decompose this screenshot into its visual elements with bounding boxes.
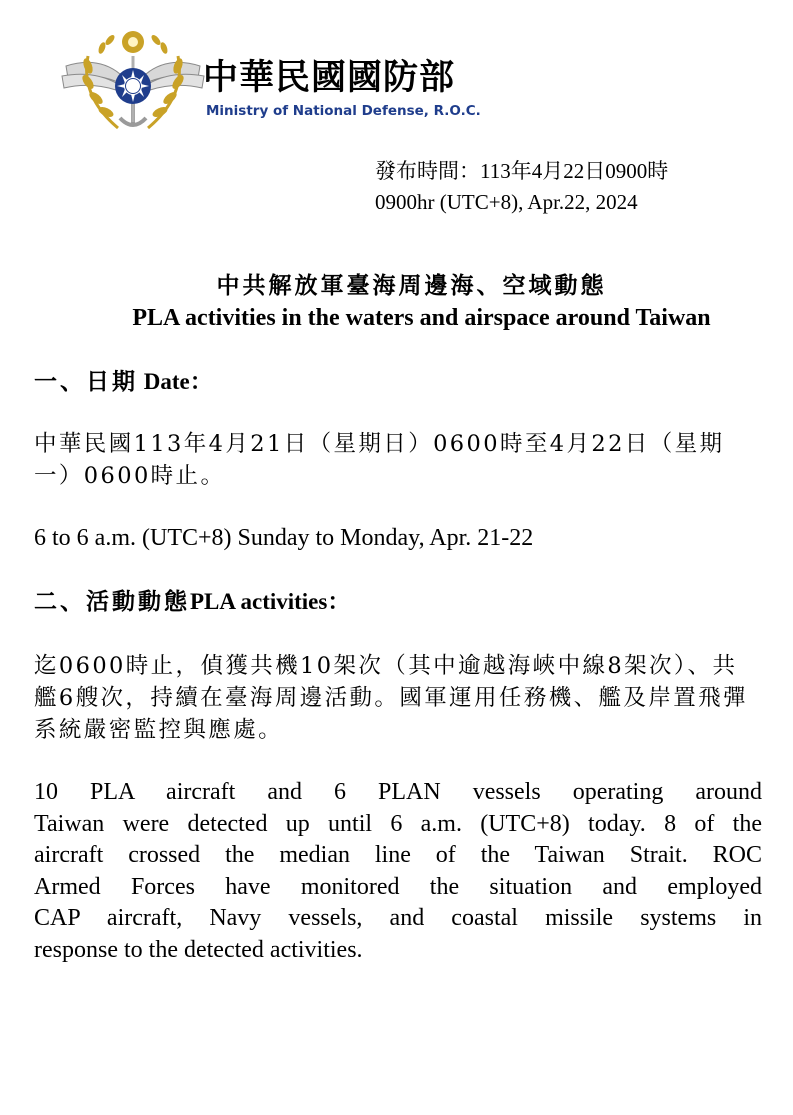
release-time-zh: 發布時間：113年4月22日0900時 <box>375 159 669 183</box>
section-date-heading-zh: 一、日期 <box>34 368 138 395</box>
section-activities-heading <box>34 586 353 618</box>
release-time-en: 0900hr (UTC+8), Apr.22, 2024 <box>375 190 638 214</box>
section-date-heading-en: Date <box>143 369 190 394</box>
activities-body-en-line: Armed Forces have monitored the situation and employed <box>34 873 762 900</box>
document-title-zh: 中共解放軍臺海周邊海、空域動態 <box>216 272 607 299</box>
activities-body-en-line: response to the detected activities. <box>34 936 363 963</box>
org-name: 中華民國國防部 <box>203 58 456 98</box>
section-activities-heading-colon: ： <box>327 588 354 615</box>
section-activities-heading-en: PLA activities <box>190 589 328 614</box>
section-activities-heading-zh: 二、活動動態 <box>34 588 190 615</box>
release-time <box>375 156 668 218</box>
org-name-en: Ministry of National Defense, R.O.C. <box>206 103 481 119</box>
emblem-icon <box>58 26 208 138</box>
section-date-heading <box>34 366 216 398</box>
activities-body-en-line: CAP aircraft, Navy vessels, and coastal missile systems in <box>34 905 762 931</box>
activities-body-zh: 迄0600時止，偵獲共機10架次（其中逾越海峽中線8架次）、共艦6艘次，持續在臺海周邊活動。國軍運用任務機、艦及岸置飛彈系統嚴密監控與應處。 <box>34 653 748 743</box>
date-range-en: 6 to 6 a.m. (UTC+8) Sunday to Monday, Apr. 21-22 <box>34 525 534 551</box>
date-range-zh: 中華民國113年4月21日（星期日）0600時至4月22日（星期一）0600時止。 <box>34 431 725 489</box>
activities-body-en-line: 10 PLA aircraft and 6 PLAN vessels operating around <box>34 779 762 805</box>
activities-body-en-line: Taiwan were detected up until 6 a.m. (UTC+8) today. 8 of the <box>34 810 762 837</box>
activities-body-en-line: aircraft crossed the median line of the Taiwan Strait. ROC <box>34 842 762 868</box>
activities-body-en <box>34 777 762 966</box>
section-date-heading-colon: ： <box>189 368 216 395</box>
mnd-emblem-logo <box>58 26 208 138</box>
document-title-en: PLA activities in the waters and airspace around Taiwan <box>132 305 711 331</box>
